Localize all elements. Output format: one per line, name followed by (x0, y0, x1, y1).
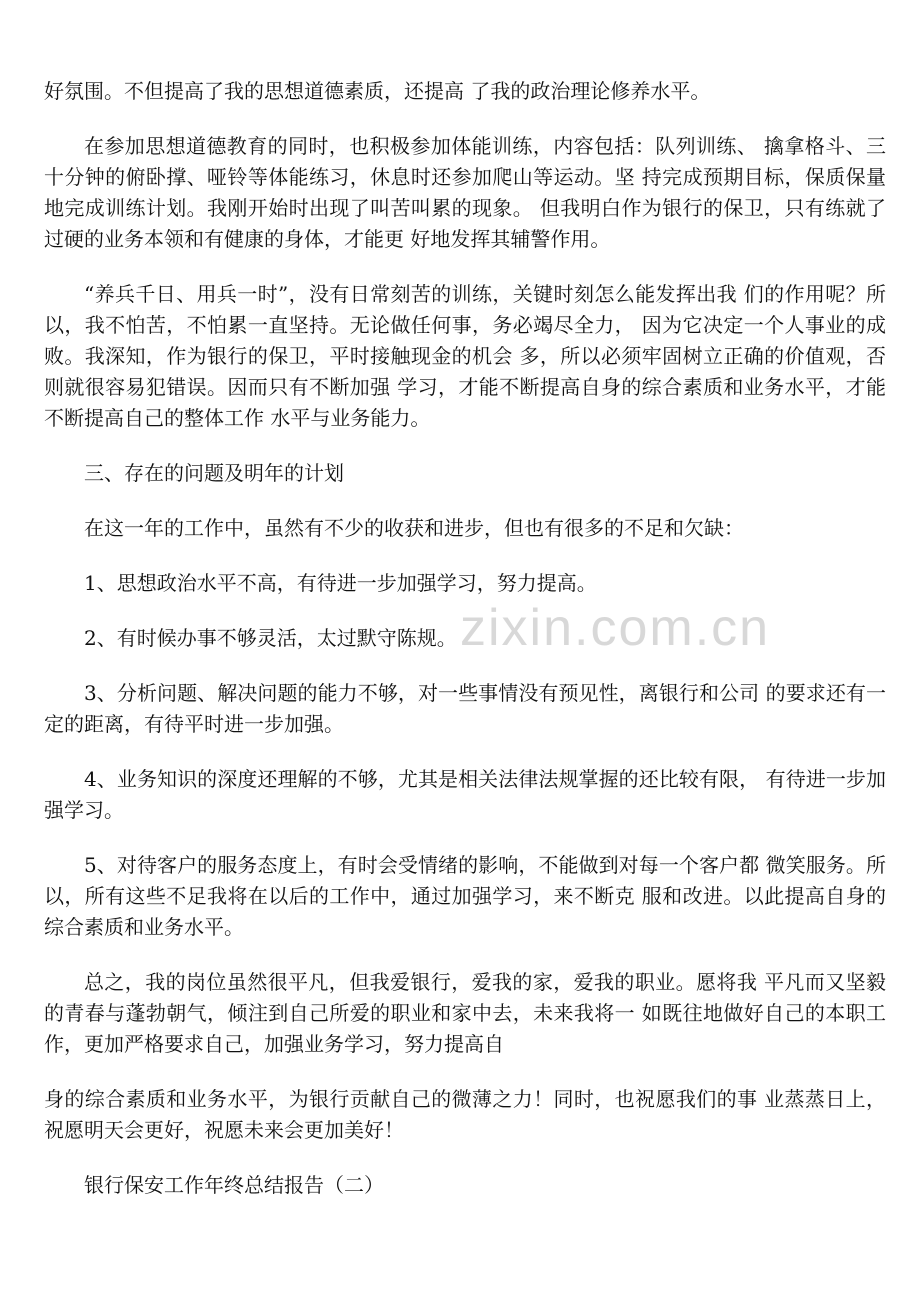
paragraph-2: 在参加思想道德教育的同时，也积极参加体能训练，内容包括：队列训练、 擒拿格斗、三十分钟的俯卧撑、哑铃等体能练习，休息时还参加爬山等运动。坚 持完成预期目标，保质保量地完成训练计划。我刚开始时出现了叫苦叫累的现象。 但我明白作为银行的保卫，只有练就了过硬的业务本领和有健康的身体，才能更 好地发挥其辅警作用。 (44, 134, 886, 251)
list-item-3: 3、分析问题、解决问题的能力不够，对一些事情没有预见性，离银行和公司 的要求还有一定的距离，有待平时进一步加强。 (44, 681, 886, 736)
paragraph-1: 好氛围。不但提高了我的思想道德素质，还提高 了我的政治理论修养水平。 (44, 79, 711, 103)
paragraph-intro: 在这一年的工作中，虽然有不少的收获和进步，但也有很多的不足和欠缺： (84, 516, 744, 540)
paragraph-conclusion: 总之，我的岗位虽然很平凡，但我爱银行，爱我的家，爱我的职业。愿将我 平凡而又坚毅的青春与蓬勃朝气，倾注到自己所爱的职业和家中去，未来我将一 如既往地做好自己的本职工作，更加严格要求自己，加强业务学习，努力提高自 (44, 970, 886, 1056)
list-item-1: 1、思想政治水平不高，有待进一步加强学习，努力提高。 (84, 571, 597, 595)
paragraph-3: “养兵千日、用兵一时”，没有日常刻苦的训练，关键时刻怎么能发挥出我 们的作用呢？所以，我不怕苦，不怕累一直坚持。无论做任何事，务必竭尽全力， 因为它决定一个人事业的成败。我深知，作为银行的保卫，平时接触现金的机会 多，所以必须牢固树立正确的价值观，否则就很容易犯错误。因而只有不断加强 学习，才能不断提高自身的综合素质和业务水平，才能不断提高自己的整体工作 水平与业务能力。 (44, 282, 886, 430)
list-item-4: 4、业务知识的深度还理解的不够，尤其是相关法律法规掌握的还比较有限， 有待进一步加强学习。 (44, 767, 886, 822)
watermark-text: zixin.com.cn (460, 599, 771, 657)
paragraph-conclusion-continued: 身的综合素质和业务水平，为银行贡献自己的微薄之力！同时，也祝愿我们的事 业蒸蒸日上，祝愿明天会更好，祝愿未来会更加美好！ (44, 1087, 886, 1142)
list-item-2: 2、有时候办事不够灵活，太过默守陈规。 (84, 626, 457, 650)
document-body (44, 76, 886, 1201)
section-heading: 三、存在的问题及明年的计划 (84, 461, 344, 485)
next-report-title: 银行保安工作年终总结报告（二） (84, 1173, 384, 1197)
list-item-5: 5、对待客户的服务态度上，有时会受情绪的影响，不能做到对每一个客户都 微笑服务。所以，所有这些不足我将在以后的工作中，通过加强学习，来不断克 服和改进。以此提高自身的综合素质和业务水平。 (44, 853, 886, 939)
